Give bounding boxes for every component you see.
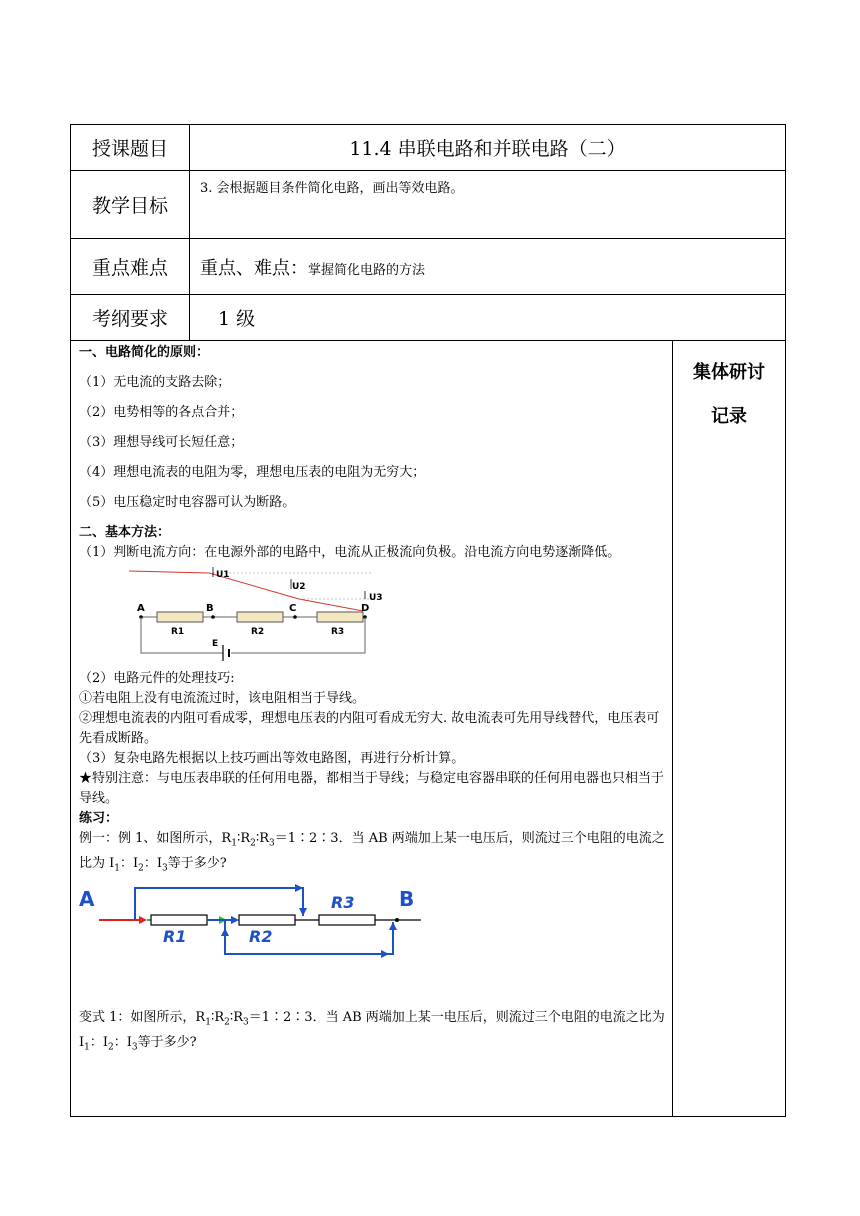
r1-label: R1 [171,627,185,637]
rule-item-2: （2）电势相等的各点合并； [79,405,244,420]
rule-item-4: （4）理想电流表的电阻为零，理想电压表的电阻为无穷大； [79,465,426,480]
rule-item-5: （5）电压稳定时电容器可认为断路。 [79,495,296,510]
practice-title: 练习： [79,811,119,826]
rule-item-1: （1）无电流的支路去除； [79,375,231,390]
resistor-r3 [317,612,363,622]
point-d-label: D [361,603,370,614]
potential-line [129,571,363,611]
r3-label: R3 [331,893,355,913]
resistor-r1 [157,612,203,622]
point-b-label: B [206,603,214,614]
section1-title: 一、电路简化的原则： [79,345,210,360]
method-2: （2）电路元件的处理技巧: [79,671,235,686]
example-1: 例一：例 1、如图所示，$R_1∶R_2∶R_3=1∶2∶3$．当 AB 两端加上某一电压后，则流过三个电阻的电流之比为 $I_1$：$I_2$：$I_3$等于多少? [79,831,665,874]
example-circuit-diagram [79,882,429,958]
u2-label: U2 [292,582,306,592]
point-c-label: C [289,603,297,614]
topic-value: 11.4 串联电路和并联电路（二） [190,125,786,171]
keypoints-cell [190,239,786,295]
r2-label: R2 [251,627,265,637]
u3-label: U3 [369,593,383,603]
main-content [71,341,673,1117]
discussion-column [673,341,786,1117]
terminal-b-label: B [399,887,415,912]
keypoints-label: 重点难点 [71,239,190,295]
syllabus-value: 1 级 [190,295,786,341]
point-a-label: A [137,603,145,614]
resistor-r2 [237,612,283,622]
u1-label: U1 [216,570,230,580]
method-3: （3）复杂电路先根据以上技巧画出等效电路图，再进行分析计算。 [79,751,465,766]
discussion-label-1: 集体研讨 [693,362,765,383]
resistor-r2 [239,915,295,925]
method-1: （1）判断电流方向：在电源外部的电路中，电流从正极流向负极。沿电流方向电势逐渐降低。 [79,545,621,560]
syllabus-label: 考纲要求 [71,295,190,341]
potential-drop-diagram [127,565,387,663]
terminal-a-label: A [79,887,95,912]
objective-value: 3. 会根据题目条件简化电路，画出等效电路。 [190,171,786,239]
rule-item-3: （3）理想导线可长短任意； [79,435,244,450]
section2-title: 二、基本方法： [79,525,171,540]
discussion-label-2: 记录 [711,406,747,427]
r2-label: R2 [249,927,273,947]
r3-label: R3 [331,627,345,637]
source-e-label: E [212,639,219,649]
keypoints-prefix: 重点、难点： [200,257,308,279]
special-note: ★特别注意：与电压表串联的任何用电器，都相当于导线；与稳定电容器串联的任何用电器也只相当于导线。 [79,771,665,806]
keypoints-value: 掌握简化电路的方法 [308,262,426,278]
objective-label: 教学目标 [71,171,190,239]
variant-1: 变式 1：如图所示，$R_1∶R_2∶R_3=1∶2∶3$．当 AB 两端加上某一电压后，则流过三个电阻的电流之比为 $I_1$：$I_2$：$I_3$等于多少? [79,1010,665,1053]
lesson-table [70,124,786,1117]
resistor-r1 [151,915,207,925]
r1-label: R1 [163,927,187,947]
method-2b: ②理想电流表的内阻可看成零，理想电压表的内阻可看成无穷大. 故电流表可先用导线替代，电压表可先看成断路。 [79,711,660,746]
topic-label: 授课题目 [71,125,190,171]
method-2a: ①若电阻上没有电流流过时，该电阻相当于导线。 [79,691,366,706]
resistor-r3 [319,915,375,925]
